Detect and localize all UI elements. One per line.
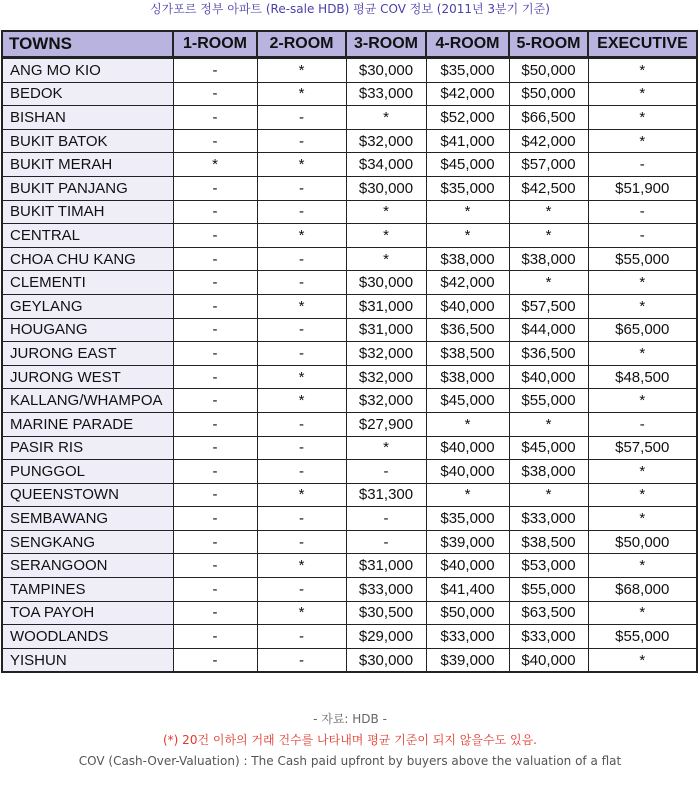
2-room-cell: - [257, 271, 346, 295]
5-room-cell: $38,500 [509, 530, 588, 554]
table-row [2, 554, 697, 578]
5-room-cell: $38,000 [509, 460, 588, 484]
executive-cell: * [588, 58, 697, 83]
2-room-cell: - [257, 318, 346, 342]
5-room-cell: $36,500 [509, 342, 588, 366]
table-row [2, 294, 697, 318]
1-room-cell: - [173, 460, 257, 484]
4-room-cell: $40,000 [426, 294, 509, 318]
table-row [2, 412, 697, 436]
1-room-cell: - [173, 224, 257, 248]
header-towns: TOWNS [2, 31, 173, 58]
2-room-cell: - [257, 436, 346, 460]
table-row [2, 318, 697, 342]
1-room-cell: - [173, 58, 257, 83]
1-room-cell: - [173, 554, 257, 578]
4-room-cell: $35,000 [426, 176, 509, 200]
1-room-cell: - [173, 507, 257, 531]
table-row [2, 625, 697, 649]
2-room-cell: - [257, 129, 346, 153]
1-room-cell: - [173, 176, 257, 200]
table-body [2, 58, 697, 673]
4-room-cell: $41,400 [426, 578, 509, 602]
table-row [2, 648, 697, 672]
town-cell: CLEMENTI [2, 271, 173, 295]
2-room-cell: * [257, 365, 346, 389]
5-room-cell: $44,000 [509, 318, 588, 342]
3-room-cell: $31,000 [346, 294, 426, 318]
executive-cell: * [588, 389, 697, 413]
5-room-cell: $40,000 [509, 365, 588, 389]
2-room-cell: - [257, 507, 346, 531]
3-room-cell: $33,000 [346, 578, 426, 602]
executive-cell: * [588, 294, 697, 318]
1-room-cell: - [173, 82, 257, 106]
town-cell: CHOA CHU KANG [2, 247, 173, 271]
2-room-cell: - [257, 106, 346, 130]
5-room-cell: $50,000 [509, 82, 588, 106]
4-room-cell: $39,000 [426, 648, 509, 672]
executive-cell: - [588, 412, 697, 436]
1-room-cell: - [173, 389, 257, 413]
cov-table [1, 30, 698, 673]
4-room-cell: * [426, 412, 509, 436]
town-cell: BISHAN [2, 106, 173, 130]
3-room-cell: $32,000 [346, 342, 426, 366]
4-room-cell: $33,000 [426, 625, 509, 649]
town-cell: BUKIT PANJANG [2, 176, 173, 200]
header-4-room: 4-ROOM [426, 31, 509, 58]
cov-definition: COV (Cash-Over-Valuation) : The Cash paid upfront by buyers above the valuation of a flat [78, 754, 622, 768]
table-row [2, 342, 697, 366]
executive-cell: * [588, 507, 697, 531]
1-room-cell: - [173, 578, 257, 602]
executive-cell: $48,500 [588, 365, 697, 389]
table-row [2, 200, 697, 224]
5-room-cell: $33,000 [509, 507, 588, 531]
5-room-cell: $45,000 [509, 436, 588, 460]
5-room-cell: * [509, 483, 588, 507]
header-executive: EXECUTIVE [588, 31, 697, 58]
town-cell: SEMBAWANG [2, 507, 173, 531]
town-cell: QUEENSTOWN [2, 483, 173, 507]
5-room-cell: * [509, 412, 588, 436]
town-cell: KALLANG/WHAMPOA [2, 389, 173, 413]
executive-cell: * [588, 271, 697, 295]
2-room-cell: - [257, 530, 346, 554]
town-cell: WOODLANDS [2, 625, 173, 649]
4-room-cell: $36,500 [426, 318, 509, 342]
3-room-cell: * [346, 200, 426, 224]
table-row [2, 365, 697, 389]
town-cell: MARINE PARADE [2, 412, 173, 436]
4-room-cell: * [426, 224, 509, 248]
town-cell: BEDOK [2, 82, 173, 106]
5-room-cell: $50,000 [509, 58, 588, 83]
4-room-cell: $40,000 [426, 460, 509, 484]
executive-cell: $68,000 [588, 578, 697, 602]
table-row [2, 224, 697, 248]
town-cell: PUNGGOL [2, 460, 173, 484]
3-room-cell: $30,000 [346, 176, 426, 200]
table-row [2, 389, 697, 413]
executive-cell: * [588, 460, 697, 484]
2-room-cell: * [257, 483, 346, 507]
1-room-cell: - [173, 106, 257, 130]
4-room-cell: $35,000 [426, 507, 509, 531]
town-cell: BUKIT MERAH [2, 153, 173, 177]
4-room-cell: $50,000 [426, 601, 509, 625]
5-room-cell: $55,000 [509, 389, 588, 413]
3-room-cell: - [346, 530, 426, 554]
5-room-cell: $33,000 [509, 625, 588, 649]
executive-cell: * [588, 82, 697, 106]
5-room-cell: * [509, 271, 588, 295]
town-cell: HOUGANG [2, 318, 173, 342]
executive-cell: * [588, 129, 697, 153]
executive-cell: - [588, 224, 697, 248]
town-cell: YISHUN [2, 648, 173, 672]
2-room-cell: - [257, 176, 346, 200]
executive-cell: - [588, 200, 697, 224]
town-cell: TAMPINES [2, 578, 173, 602]
table-row [2, 483, 697, 507]
1-room-cell: - [173, 601, 257, 625]
3-room-cell: * [346, 224, 426, 248]
1-room-cell: - [173, 318, 257, 342]
3-room-cell: $27,900 [346, 412, 426, 436]
table-row [2, 58, 697, 83]
town-cell: JURONG EAST [2, 342, 173, 366]
executive-cell: * [588, 342, 697, 366]
1-room-cell: * [173, 153, 257, 177]
table-header-row [2, 31, 697, 58]
4-room-cell: * [426, 483, 509, 507]
1-room-cell: - [173, 129, 257, 153]
table-row [2, 153, 697, 177]
5-room-cell: * [509, 200, 588, 224]
4-room-cell: $40,000 [426, 554, 509, 578]
3-room-cell: $32,000 [346, 129, 426, 153]
4-room-cell: $35,000 [426, 58, 509, 83]
town-cell: SENGKANG [2, 530, 173, 554]
table-row [2, 82, 697, 106]
5-room-cell: $38,000 [509, 247, 588, 271]
4-room-cell: $41,000 [426, 129, 509, 153]
4-room-cell: $38,500 [426, 342, 509, 366]
3-room-cell: $33,000 [346, 82, 426, 106]
4-room-cell: $42,000 [426, 82, 509, 106]
town-cell: TOA PAYOH [2, 601, 173, 625]
1-room-cell: - [173, 625, 257, 649]
executive-cell: $65,000 [588, 318, 697, 342]
town-cell: SERANGOON [2, 554, 173, 578]
executive-cell: * [588, 106, 697, 130]
table-row [2, 601, 697, 625]
1-room-cell: - [173, 365, 257, 389]
3-room-cell: $30,000 [346, 58, 426, 83]
4-room-cell: $40,000 [426, 436, 509, 460]
4-room-cell: $38,000 [426, 247, 509, 271]
3-room-cell: - [346, 507, 426, 531]
2-room-cell: - [257, 648, 346, 672]
3-room-cell: - [346, 460, 426, 484]
executive-cell: * [588, 601, 697, 625]
header-5-room: 5-ROOM [509, 31, 588, 58]
2-room-cell: * [257, 224, 346, 248]
2-room-cell: * [257, 82, 346, 106]
5-room-cell: $42,500 [509, 176, 588, 200]
1-room-cell: - [173, 294, 257, 318]
2-room-cell: * [257, 601, 346, 625]
executive-cell: $51,900 [588, 176, 697, 200]
table-row [2, 129, 697, 153]
town-cell: JURONG WEST [2, 365, 173, 389]
executive-cell: $55,000 [588, 625, 697, 649]
table-row [2, 460, 697, 484]
table-row [2, 106, 697, 130]
executive-cell: $57,500 [588, 436, 697, 460]
executive-cell: $55,000 [588, 247, 697, 271]
5-room-cell: $55,000 [509, 578, 588, 602]
table-row [2, 436, 697, 460]
3-room-cell: $30,500 [346, 601, 426, 625]
page-title: 싱가포르 정부 아파트 (Re-sale HDB) 평균 COV 정보 (2011년 3분기 기준) [150, 2, 550, 16]
executive-cell: * [588, 483, 697, 507]
2-room-cell: - [257, 460, 346, 484]
table-row [2, 507, 697, 531]
table-row [2, 247, 697, 271]
3-room-cell: $32,000 [346, 389, 426, 413]
4-room-cell: $39,000 [426, 530, 509, 554]
2-room-cell: - [257, 342, 346, 366]
2-room-cell: - [257, 200, 346, 224]
5-room-cell: $57,000 [509, 153, 588, 177]
4-room-cell: * [426, 200, 509, 224]
2-room-cell: * [257, 294, 346, 318]
table-row [2, 578, 697, 602]
1-room-cell: - [173, 412, 257, 436]
5-room-cell: $42,000 [509, 129, 588, 153]
header-2-room: 2-ROOM [257, 31, 346, 58]
town-cell: GEYLANG [2, 294, 173, 318]
3-room-cell: $30,000 [346, 648, 426, 672]
3-room-cell: $31,300 [346, 483, 426, 507]
executive-cell: $50,000 [588, 530, 697, 554]
3-room-cell: $30,000 [346, 271, 426, 295]
5-room-cell: $40,000 [509, 648, 588, 672]
2-room-cell: - [257, 625, 346, 649]
4-room-cell: $45,000 [426, 389, 509, 413]
2-room-cell: - [257, 578, 346, 602]
town-cell: CENTRAL [2, 224, 173, 248]
3-room-cell: * [346, 106, 426, 130]
town-cell: ANG MO KIO [2, 58, 173, 83]
town-cell: PASIR RIS [2, 436, 173, 460]
asterisk-note: (*) 20건 이하의 거래 건수를 나타내며 평균 기준이 되지 않을수도 있음. [163, 733, 537, 747]
5-room-cell: $63,500 [509, 601, 588, 625]
executive-cell: * [588, 648, 697, 672]
4-room-cell: $45,000 [426, 153, 509, 177]
1-room-cell: - [173, 271, 257, 295]
3-room-cell: $31,000 [346, 554, 426, 578]
2-room-cell: * [257, 153, 346, 177]
1-room-cell: - [173, 530, 257, 554]
executive-cell: - [588, 153, 697, 177]
3-room-cell: * [346, 436, 426, 460]
1-room-cell: - [173, 648, 257, 672]
header-3-room: 3-ROOM [346, 31, 426, 58]
3-room-cell: $34,000 [346, 153, 426, 177]
2-room-cell: - [257, 247, 346, 271]
1-room-cell: - [173, 483, 257, 507]
header-1-room: 1-ROOM [173, 31, 257, 58]
2-room-cell: * [257, 554, 346, 578]
5-room-cell: $53,000 [509, 554, 588, 578]
3-room-cell: $32,000 [346, 365, 426, 389]
1-room-cell: - [173, 200, 257, 224]
2-room-cell: * [257, 58, 346, 83]
1-room-cell: - [173, 436, 257, 460]
5-room-cell: $66,500 [509, 106, 588, 130]
table-row [2, 176, 697, 200]
table-row [2, 530, 697, 554]
4-room-cell: $38,000 [426, 365, 509, 389]
1-room-cell: - [173, 247, 257, 271]
2-room-cell: - [257, 412, 346, 436]
3-room-cell: $31,000 [346, 318, 426, 342]
town-cell: BUKIT BATOK [2, 129, 173, 153]
1-room-cell: - [173, 342, 257, 366]
2-room-cell: * [257, 389, 346, 413]
executive-cell: * [588, 554, 697, 578]
3-room-cell: $29,000 [346, 625, 426, 649]
4-room-cell: $42,000 [426, 271, 509, 295]
3-room-cell: * [346, 247, 426, 271]
town-cell: BUKIT TIMAH [2, 200, 173, 224]
source-note: - 자료: HDB - [313, 712, 387, 726]
4-room-cell: $52,000 [426, 106, 509, 130]
5-room-cell: * [509, 224, 588, 248]
5-room-cell: $57,500 [509, 294, 588, 318]
table-row [2, 271, 697, 295]
